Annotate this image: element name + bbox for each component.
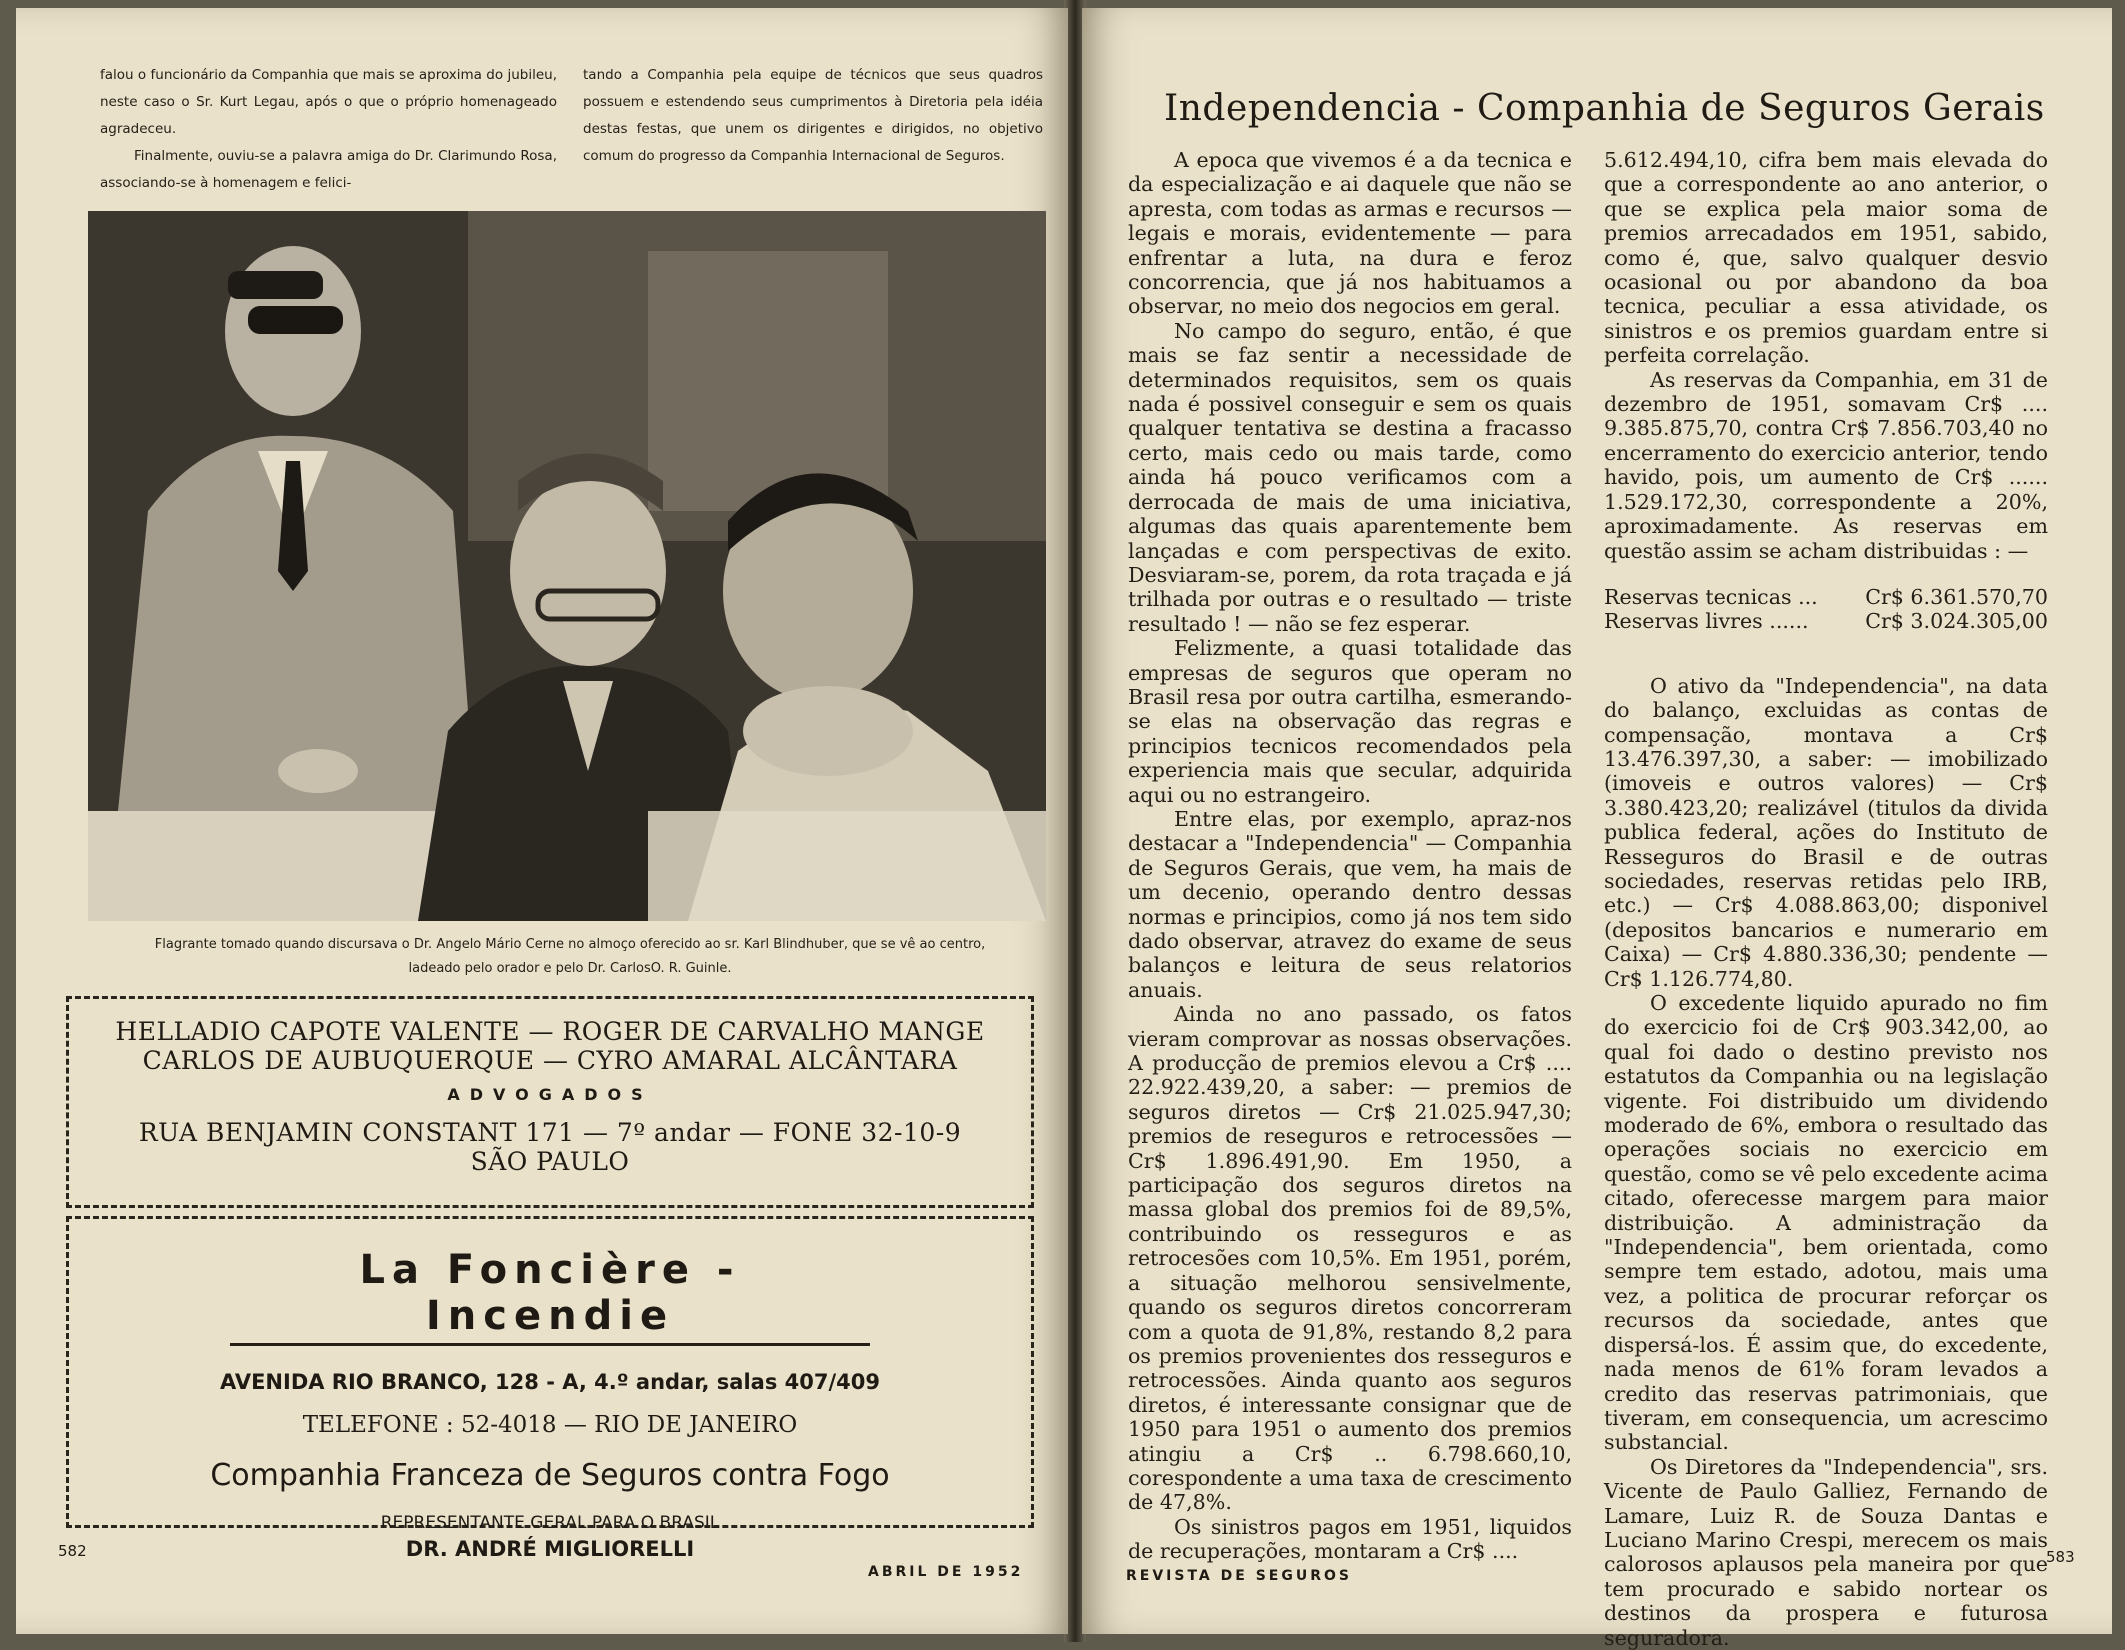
fonciere-company: Companhia Franceza de Seguros contra Fogo bbox=[210, 1458, 890, 1493]
footer-date: ABRIL DE 1952 bbox=[868, 1564, 1024, 1580]
lawyers-names-line-1: HELLADIO CAPOTE VALENTE — ROGER DE CARVALHO MANGE bbox=[115, 1017, 985, 1046]
right-page bbox=[1082, 8, 2112, 1650]
reserves-value: Cr$ 6.361.570,70 bbox=[1865, 584, 2048, 609]
intro-column-1 bbox=[100, 62, 557, 197]
reserves-table bbox=[1604, 585, 2048, 634]
fonciere-address: AVENIDA RIO BRANCO, 128 - A, 4.º andar, salas 407/409 bbox=[220, 1370, 880, 1394]
article-column-1 bbox=[1128, 148, 1572, 1564]
reserves-row bbox=[1604, 609, 2048, 633]
article-paragraph: Os Diretores da "Independencia", srs. Vicente de Paulo Galliez, Fernando de Lamare, Luiz R. de Souza Dantas e Luciano Marino Crespi, merecem os mais calorosos aplausos pela maneira por que tem procurado e sabido nortear os destinos da prospera e futurosa seguradora. bbox=[1604, 1454, 2048, 1650]
photo-caption: Flagrante tomado quando discursava o Dr. Angelo Mário Cerne no almoço oferecido ao sr. Karl Blindhuber, que se vê ao centro, ladeado pelo orador e pelo Dr. CarlosO. R. Guinle. bbox=[154, 937, 986, 976]
event-photograph bbox=[88, 211, 1046, 921]
article-paragraph: A epoca que vivemos é a da tecnica e da especialização e ai daquele que não se apresta, com todas as armas e recursos — legais e morais, evidentemente — para enfrentar a luta, na dura e feroz concorrencia, que já nos habituamos a observar, no meio dos negocios em geral. bbox=[1128, 148, 1572, 319]
footer-journal-name: REVISTA DE SEGUROS bbox=[1126, 1568, 1352, 1584]
fonciere-title: La Foncière - Incendie bbox=[230, 1247, 870, 1346]
page-number-right: 583 bbox=[2046, 1548, 2075, 1566]
reserves-value: Cr$ 3.024.305,00 bbox=[1865, 609, 2048, 634]
photograph-image bbox=[88, 211, 1046, 921]
lawyers-city: SÃO PAULO bbox=[470, 1147, 630, 1176]
reserves-label: Reservas tecnicas ... bbox=[1604, 584, 1818, 609]
article-paragraph: Os sinistros pagos em 1951, liquidos de recuperações, montaram a Cr$ .... bbox=[1128, 1514, 1572, 1564]
left-page bbox=[16, 8, 1068, 1634]
article-paragraph: 5.612.494,10, cifra bem mais elevada do que a correspondente ao ano anterior, o que se explica pela maior soma de premios arrecadados em 1951, sabido, como é, que, salvo qualquer desvio ocasional ou por abandono da boa tecnica, peculiar a essa atividade, os sinistros e os premios guardam entre si perfeita correlação. bbox=[1604, 148, 2048, 368]
article-paragraph: O excedente liquido apurado no fim do exercicio foi de Cr$ 903.342,00, ao qual foi dado o destino previsto nos estatutos da Companhia ou na legislação vigente. Foi distribuido um dividendo moderado de 6%, embora o resultado das operações sociais no exercicio em questão, como se vê pelo excedente acima citado, oferecesse margem para maior distribuição. A administração da "Independencia", bem orientada, como sempre tem estado, adotou, mais uma vez, a politica de procurar reforçar os recursos da sociedade, antes que dispersá-los. É assim que, do excedente, nada menos de 61% foram levados a credito das reservas patrimoniais, que tiveram, em consequencia, um acrescimo substancial. bbox=[1604, 991, 2048, 1455]
reserves-label: Reservas livres ...... bbox=[1604, 609, 1809, 634]
article-paragraph: As reservas da Companhia, em 31 de dezembro de 1951, somavam Cr$ .... 9.385.875,70, contra Cr$ 7.856.703,40 no encerramento do exercicio anterior, tendo havido, pois, um aumento de Cr$ ...... 1.529.172,30, correspondente a 20%, aproximadamente. As reservas em questão assim se acham distribuidas : — bbox=[1604, 367, 2048, 563]
intro-column-2 bbox=[583, 62, 1043, 170]
article-paragraph: Felizmente, a quasi totalidade das empresas de seguros que operam no Brasil resa por outra cartilha, esmerando-se elas na observação das regras e principios tecnicos recomendados pela experiencia mais que secular, adquirida aqui ou no estrangeiro. bbox=[1128, 636, 1572, 807]
fonciere-representative-label: REPRESENTANTE GERAL PARA O BRASIL bbox=[380, 1513, 720, 1533]
article-paragraph: O ativo da "Independencia", na data do balanço, excluidas as contas de compensação, montava a Cr$ 13.476.397,30, a saber: — imobilizado (imoveis e outros valores) — Cr$ 3.380.423,20; realizável (titulos da divida publica federal, ações do Instituto de Resseguros do Brasil e de outras sociedades, reservas retidas pelo IRB, etc.) — Cr$ 4.088.863,00; disponivel (depositos bancarios e numerario em Caixa) — Cr$ 4.880.336,30; pendente — Cr$ 1.126.774,80. bbox=[1604, 673, 2048, 991]
fonciere-representative-name: DR. ANDRÉ MIGLIORELLI bbox=[405, 1537, 695, 1561]
article-column-2 bbox=[1604, 148, 2048, 1650]
fonciere-phone: TELEFONE : 52-4018 — RIO DE JANEIRO bbox=[302, 1412, 798, 1438]
reserves-row bbox=[1604, 585, 2048, 609]
article-title: Independencia - Companhia de Seguros Gerais bbox=[1164, 88, 2045, 129]
lawyers-heading: ADVOGADOS bbox=[447, 1085, 653, 1104]
lawyers-address: RUA BENJAMIN CONSTANT 171 — 7º andar — FONE 32-10-9 bbox=[138, 1118, 962, 1147]
lawyers-advertisement bbox=[66, 996, 1034, 1208]
article-paragraph: Ainda no ano passado, os fatos vieram comprovar as nossas observações. A producção de premios elevou a Cr$ .... 22.922.439,20, a saber: — premios de seguros diretos — Cr$ 21.025.947,30; premios de reseguros e retrocessões — Cr$ 1.896.491,90. Em 1950, a participação dos seguros diretos na massa global dos premios foi de 89,5%, contribuindo os resseguros e as retrocesões com 10,5%. Em 1951, porém, a situação melhorou sensivelmente, quando os seguros diretos concorreram com a quota de 91,8%, restando 8,2 para os premios provenientes dos resseguros e retrocessões. Ainda quanto aos seguros diretos, é interessante consignar que de 1950 para 1951 o aumento dos premios atingiu a Cr$ .. 6.798.660,10, corespondente a uma taxa de crescimento de 47,8%. bbox=[1128, 1002, 1572, 1515]
intro-paragraph: Finalmente, ouviu-se a palavra amiga do Dr. Clarimundo Rosa, associando-se à homenagem e felici- bbox=[100, 148, 557, 191]
intro-paragraph: falou o funcionário da Companhia que mais se aproxima do jubileu, neste caso o Sr. Kurt Legau, após o que o próprio homenageado agradeceu. bbox=[100, 67, 557, 137]
lawyers-names-line-2: CARLOS DE AUBUQUERQUE — CYRO AMARAL ALCÂNTARA bbox=[142, 1046, 958, 1075]
article-paragraph: Entre elas, por exemplo, apraz-nos destacar a "Independencia" — Companhia de Seguros Gerais, que vem, ha mais de um decenio, operando dentro dessas normas e principios, como já nos tem sido dado observar, atravez do exame de seus balanços e leitura de seus relatorios anuais. bbox=[1128, 806, 1572, 1002]
intro-paragraph: tando a Companhia pela equipe de técnicos que seus quadros possuem e estendendo seus cumprimentos à Diretoria pela idéia destas festas, que unem os dirigentes e dirigidos, no objetivo comum do progresso da Companhia Internacional de Seguros. bbox=[583, 67, 1043, 164]
page-number-left: 582 bbox=[58, 1542, 87, 1560]
article-paragraph: No campo do seguro, então, é que mais se faz sentir a necessidade de determinados requisitos, sem os quais nada é possivel conseguir e sem os quais qualquer tentativa se destina a fracasso certo, mais cedo ou mais tarde, como ainda há pouco verificamos com a derrocada de mais de uma iniciativa, algumas das quais aparentemente bem lançadas e com perspectivas de exito. Desviaram-se, porem, da rota traçada e já trilhada por outras e o resultado — triste resultado ! — não se fez esperar. bbox=[1128, 318, 1572, 636]
